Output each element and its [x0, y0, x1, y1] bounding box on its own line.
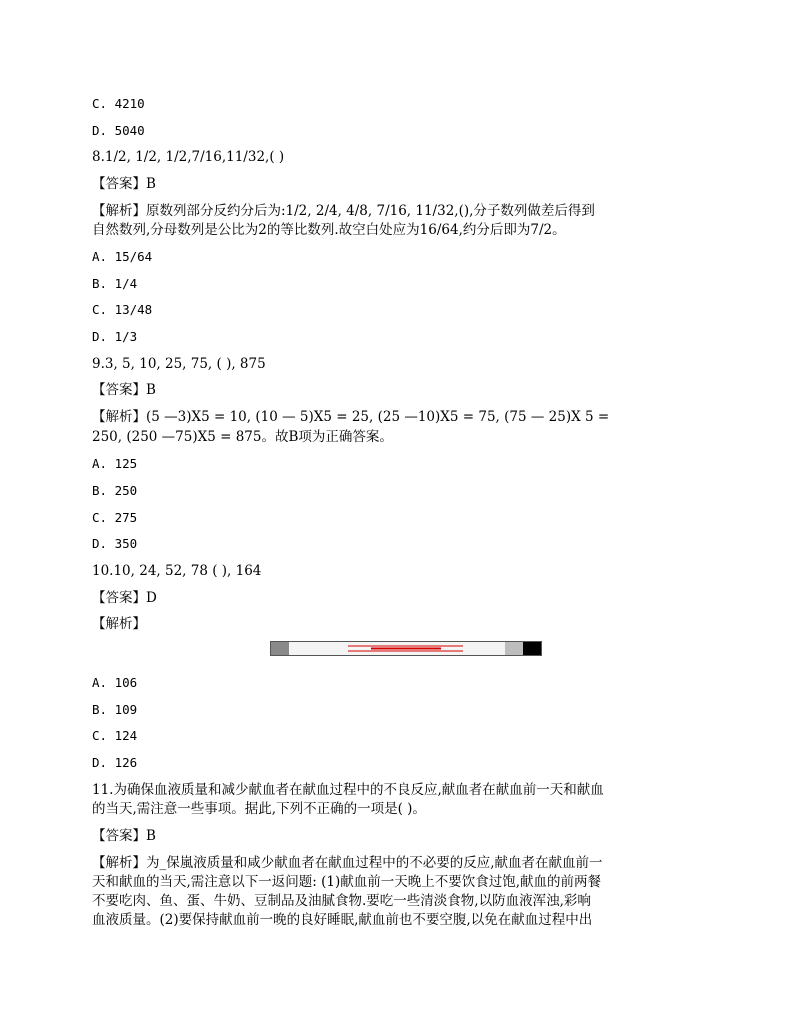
- answer-11: 【答案】B: [92, 828, 156, 844]
- answer-8: 【答案】B: [92, 176, 156, 192]
- option-b: B. 109: [92, 702, 138, 717]
- question-11-line-2: 的当天,需注意一些事项。据此,下列不正确的一项是( )。: [92, 801, 426, 817]
- analysis-8-line-2: 自然数列,分母数列是公比为2的等比数列.故空白处应为16/64,约分后即为7/2。: [92, 222, 566, 238]
- option-a: A. 15/64: [92, 249, 153, 264]
- analysis-9-line-2: 250, (250 —75)X5 = 875。故B项为正确答案。: [92, 429, 393, 445]
- option-b: B. 1/4: [92, 276, 138, 291]
- analysis-11-line-1: 【解析】为_保嵐液质量和咸少献血者在献血过程中的不必要的反应,献血者在献血前一: [92, 855, 603, 871]
- figure-graphic: [271, 642, 541, 655]
- option-a: A. 106: [92, 675, 138, 690]
- option-d: D. 126: [92, 755, 138, 770]
- analysis-figure: [270, 641, 542, 656]
- question-11-line-1: 11.为确保血液质量和减少献血者在献血过程中的不良反应,献血者在献血前一天和献血: [92, 782, 604, 798]
- option-b: B. 250: [92, 483, 138, 498]
- option-c: C. 275: [92, 510, 138, 525]
- analysis-10: 【解析】: [92, 616, 146, 632]
- analysis-8-line-1: 【解析】原数列部分反约分后为:1/2, 2/4, 4/8, 7/16, 11/32,(),分子数列做差后得到: [92, 203, 595, 219]
- analysis-9-line-1: 【解析】(5 —3)X5 = 10, (10 — 5)X5 = 25, (25 —10)X5 = 75, (75 — 25)X 5 =: [92, 409, 610, 425]
- option-c: C. 124: [92, 728, 138, 743]
- option-a: A. 125: [92, 456, 138, 471]
- question-8: 8.1/2, 1/2, 1/2,7/16,11/32,( ): [92, 149, 285, 165]
- analysis-11-line-2: 天和献血的当天,需注意以下一返问题: (1)献血前一天晚上不要饮食过饱,献血的前两餐: [92, 874, 602, 890]
- answer-10: 【答案】D: [92, 590, 157, 606]
- analysis-11-line-3: 不要吃肉、鱼、蛋、牛奶、豆制品及油腻食物.要吃一些清淡食物,以防血液浑浊,彩响: [92, 893, 591, 909]
- analysis-11-line-4: 血液质量。(2)要保持献血前一晚的良好睡眠,献血前也不要空腹,以免在献血过程中出: [92, 912, 593, 928]
- option-d: D. 5040: [92, 123, 145, 138]
- answer-9: 【答案】B: [92, 382, 156, 398]
- option-d: D. 1/3: [92, 329, 138, 344]
- option-d: D. 350: [92, 536, 138, 551]
- question-10: 10.10, 24, 52, 78 ( ), 164: [92, 563, 262, 579]
- option-c: C. 13/48: [92, 302, 153, 317]
- question-9: 9.3, 5, 10, 25, 75, ( ), 875: [92, 356, 266, 372]
- option-c: C. 4210: [92, 96, 145, 111]
